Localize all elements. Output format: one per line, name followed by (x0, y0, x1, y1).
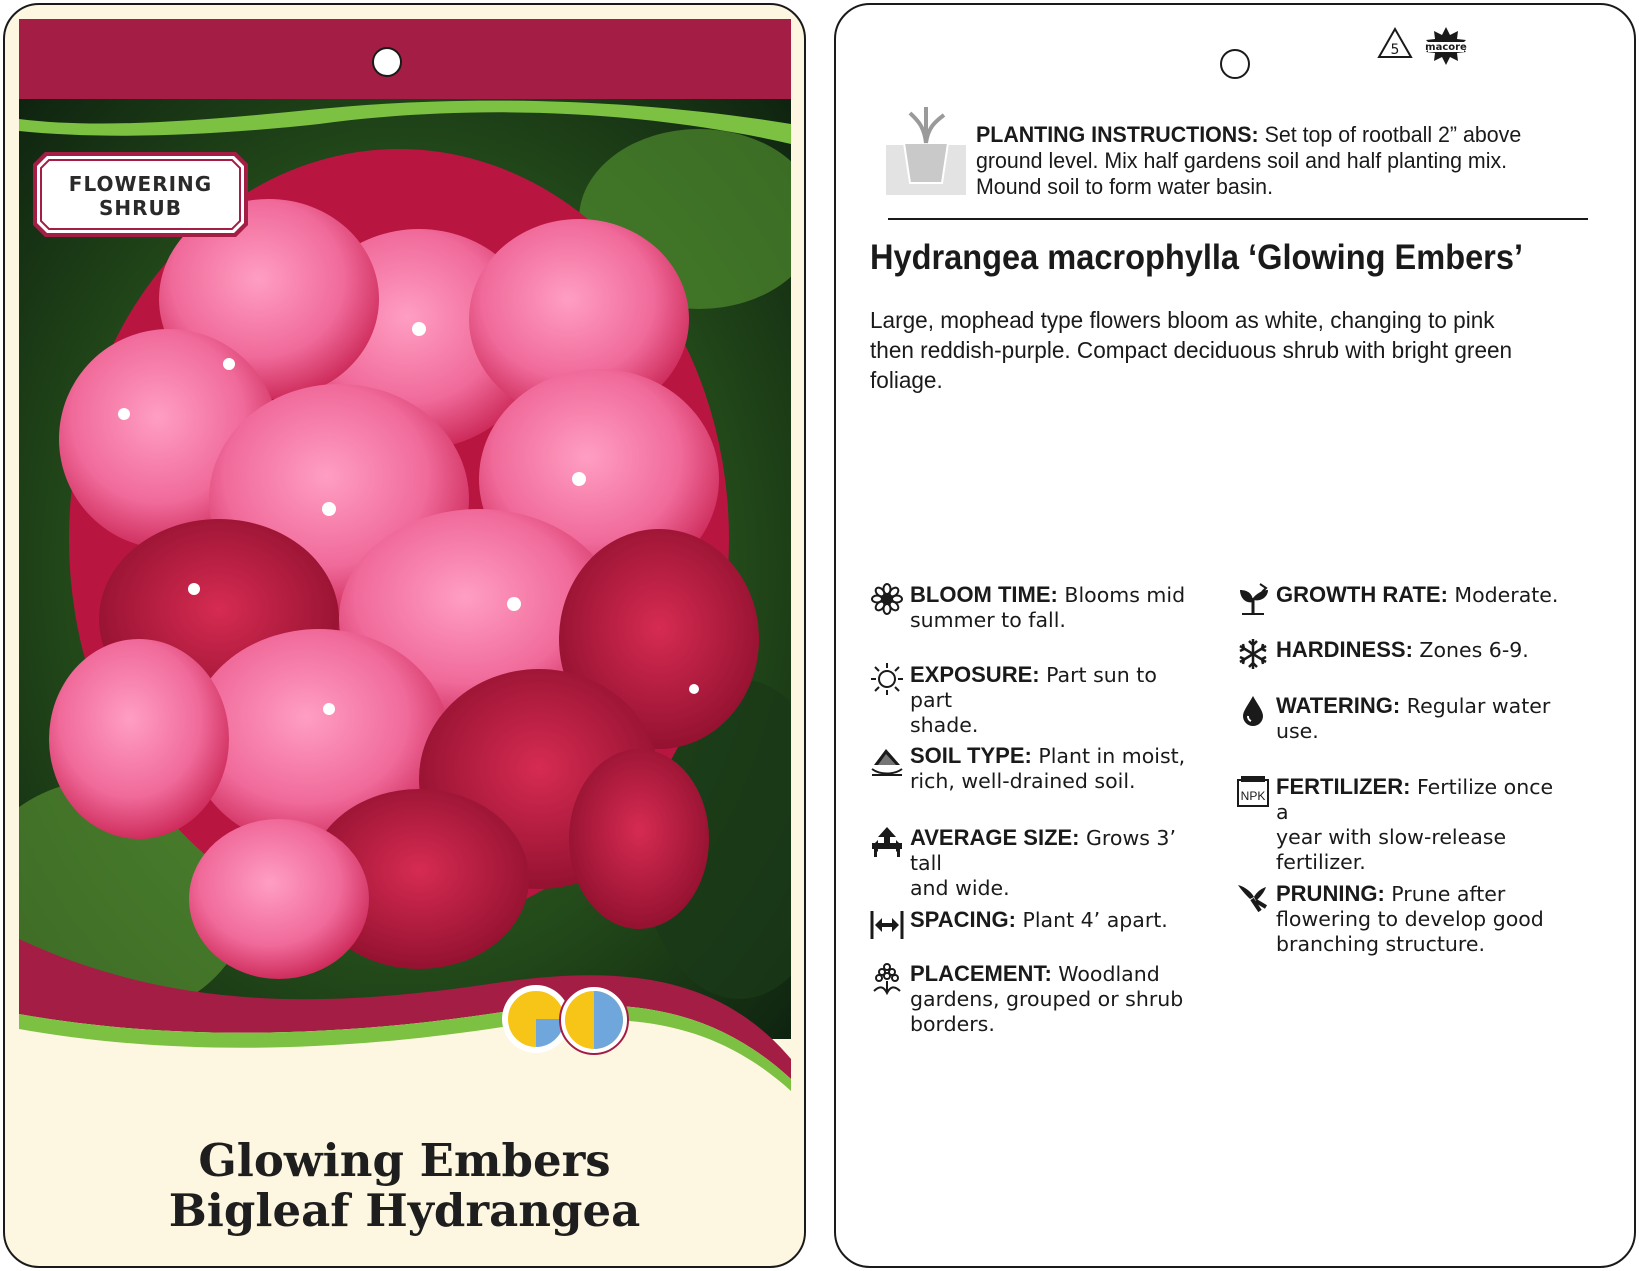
height-width-icon (870, 825, 904, 859)
common-name-line-1: Glowing Embers (198, 1134, 611, 1187)
placement-icon (870, 961, 904, 995)
badge-line-1: FLOWERING (68, 172, 213, 196)
planting-line-1: Set top of rootball 2” above (1258, 122, 1522, 147)
flower-icon (870, 582, 904, 616)
svg-text:NPK: NPK (1240, 789, 1266, 803)
attr-hardiness: HARDINESS: Zones 6-9. (1236, 637, 1566, 663)
part-shade-icon (556, 983, 632, 1057)
planting-instructions (976, 122, 1565, 200)
attr-placement: PLACEMENT: Woodland gardens, grouped or shrub borders. (870, 961, 1200, 1037)
water-drop-icon (1236, 693, 1270, 727)
front-tag (3, 3, 806, 1268)
attr-fertilizer: NPK FERTILIZER: Fertilize once a year with slow-release fertilizer. (1236, 774, 1566, 875)
attr-soil-type: SOIL TYPE: Plant in moist, rich, well-drained soil. (870, 743, 1200, 794)
attr-spacing: SPACING: Plant 4’ apart. (870, 907, 1200, 933)
badge-line-2: SHRUB (98, 196, 183, 220)
attr-pruning: PRUNING: Prune after flowering to develop good branching structure. (1236, 881, 1566, 957)
pruners-icon (1236, 881, 1270, 915)
attr-exposure: EXPOSURE: Part sun to part shade. (870, 662, 1200, 738)
attr-watering: WATERING: Regular water use. (1236, 693, 1566, 744)
planting-line-2: ground level. Mix half gardens soil and half planting mix. (976, 148, 1508, 173)
sprout-icon (1236, 582, 1270, 616)
attr-bloom-time: BLOOM TIME: Blooms mid summer to fall. (870, 582, 1200, 633)
hang-hole (372, 47, 402, 77)
recycle-logo (1377, 25, 1477, 67)
planting-pot-icon (886, 105, 966, 200)
planting-line-3: Mound soil to form water basin. (976, 174, 1274, 199)
botanical-name: Hydrangea macrophylla ‘Glowing Embers’ (870, 238, 1523, 277)
brand-name: macore (1425, 42, 1467, 53)
soil-icon (870, 743, 904, 777)
divider-line (888, 218, 1588, 220)
spacing-icon (870, 907, 904, 941)
npk-icon (1236, 774, 1270, 808)
planting-label: PLANTING INSTRUCTIONS: (976, 122, 1259, 147)
hang-hole (1220, 49, 1250, 79)
plant-description (870, 305, 1571, 395)
desc-line-3: foliage. (870, 367, 943, 393)
flowering-shrub-badge (33, 152, 248, 237)
desc-line-2: then reddish-purple. Compact deciduous shrub with bright green (870, 337, 1513, 363)
recycle-number: 5 (1390, 42, 1400, 58)
sun-outline-icon (870, 662, 904, 696)
snowflake-icon (1236, 637, 1270, 671)
attr-growth-rate: GROWTH RATE: Moderate. (1236, 582, 1566, 608)
desc-line-1: Large, mophead type flowers bloom as white, changing to pink (870, 307, 1495, 333)
back-tag (834, 3, 1636, 1268)
attr-average-size: AVERAGE SIZE: Grows 3’ tall and wide. (870, 825, 1200, 901)
common-name-line-2: Bigleaf Hydrangea (168, 1184, 641, 1237)
